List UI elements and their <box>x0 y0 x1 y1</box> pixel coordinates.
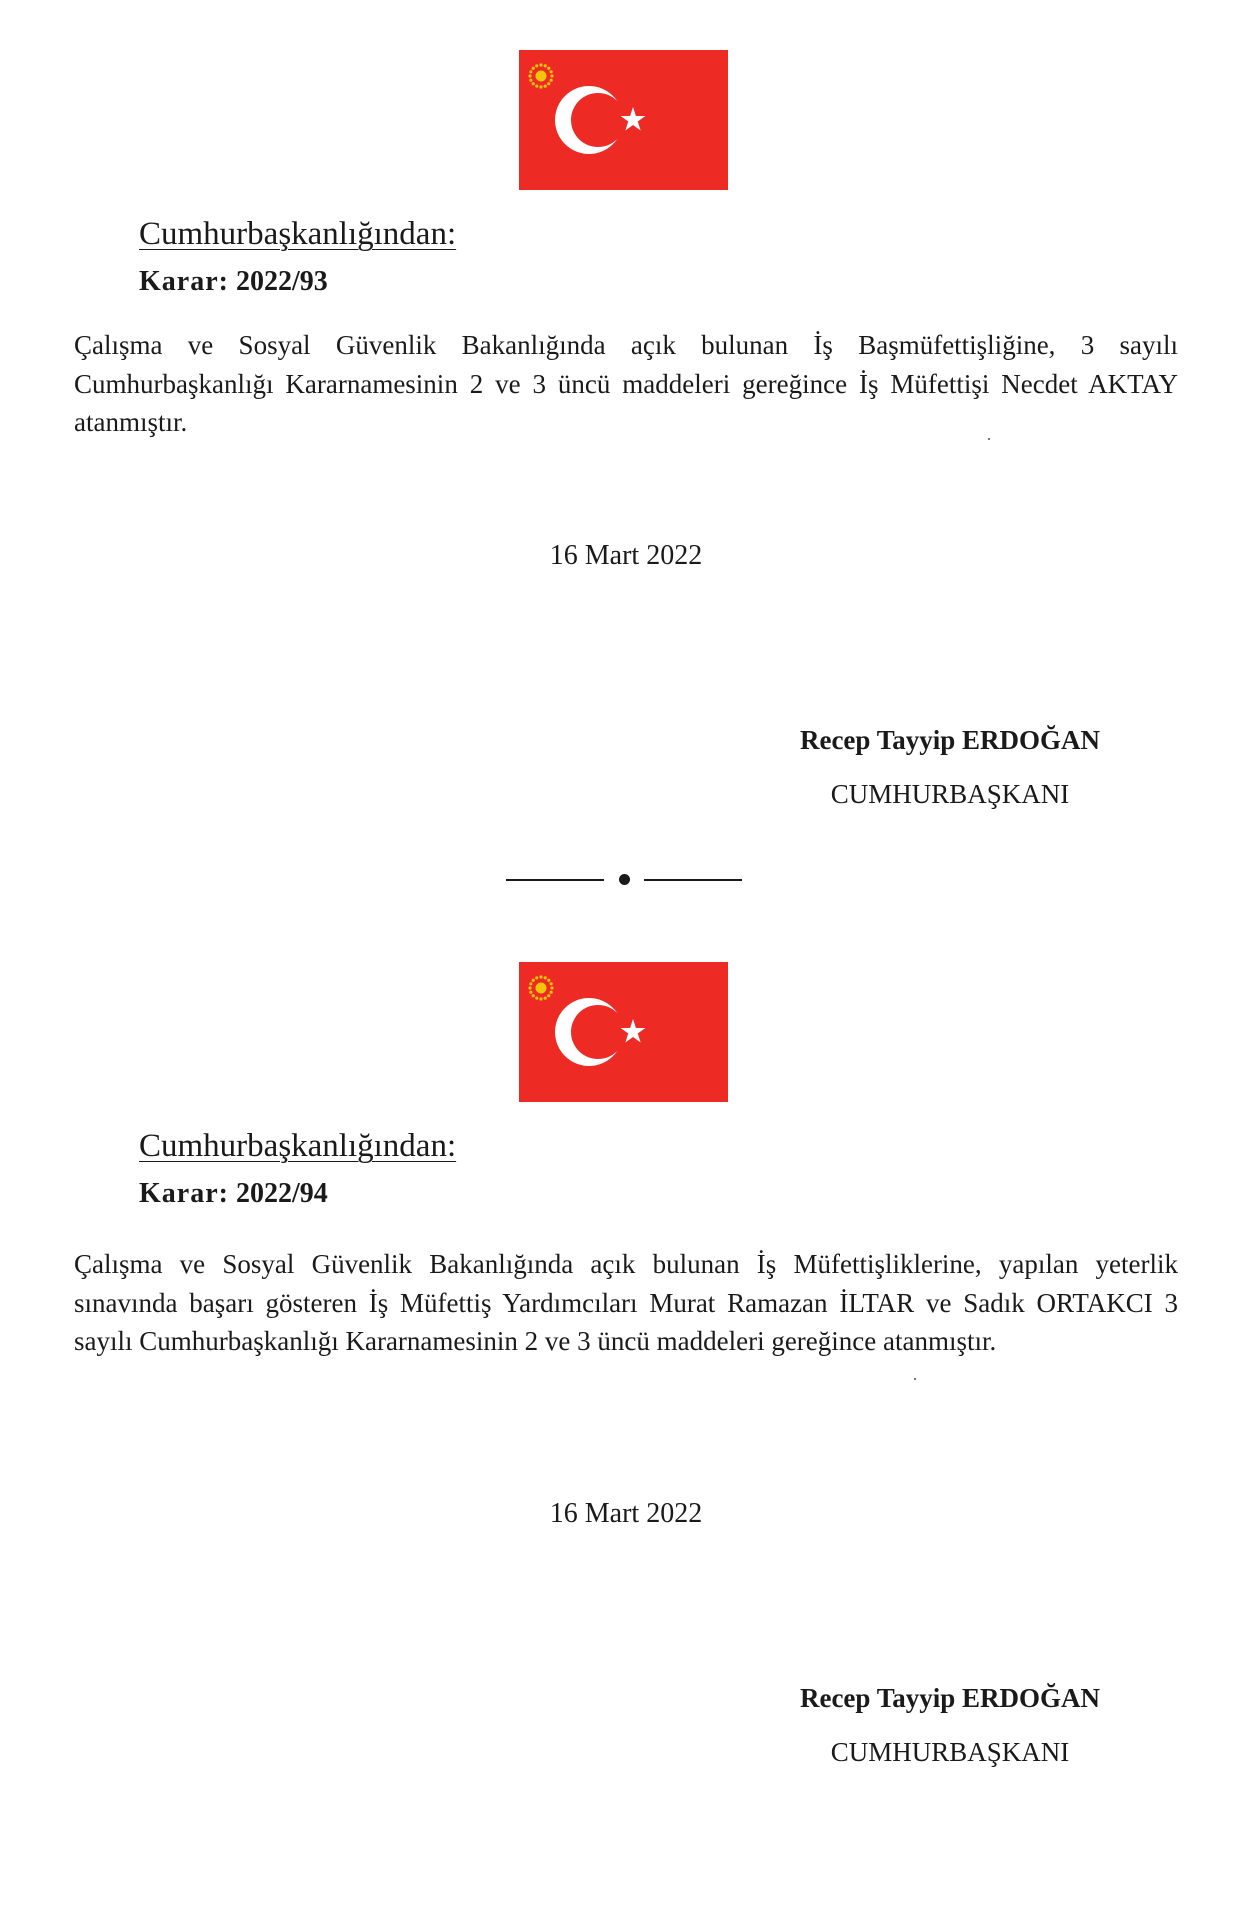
presidential-flag <box>519 50 728 190</box>
decision-number-value: 2022/94 <box>235 1178 328 1209</box>
flag-emblem-icon <box>519 50 728 190</box>
signer-title: CUMHURBAŞKANI <box>830 1737 1070 1767</box>
signer-name: Recep Tayyip ERDOĞAN <box>799 725 1101 755</box>
section-divider <box>506 872 744 886</box>
flag-emblem-icon <box>519 962 728 1102</box>
decision-label: Karar: <box>139 1178 229 1209</box>
decision-body: Çalışma ve Sosyal Güvenlik Bakanlığında açık bulunan İş Başmüfettişliğine, 3 sayılı Cumhurbaşkanlığı Kararnamesinin 2 ve 3 üncü maddeleri gereğince İş Müfettişi Necdet AKTAY atanmıştır. <box>74 330 1178 437</box>
divider-bullet <box>619 874 630 885</box>
decision-number <box>139 1178 328 1210</box>
scan-speck <box>988 438 990 440</box>
issuer-heading: Cumhurbaşkanlığından: <box>139 216 457 252</box>
decision-date: 16 Mart 2022 <box>549 1498 703 1529</box>
presidential-flag <box>519 962 728 1102</box>
decision-label: Karar: <box>139 266 229 297</box>
signature-block <box>740 724 1160 810</box>
scan-speck <box>914 1378 916 1380</box>
issuer-heading: Cumhurbaşkanlığından: <box>139 1128 457 1164</box>
signer-title: CUMHURBAŞKANI <box>830 779 1070 809</box>
decision-body: Çalışma ve Sosyal Güvenlik Bakanlığında açık bulunan İş Müfettişliklerine, yapılan yeterlik sınavında başarı gösteren İş Müfettiş Yardımcıları Murat Ramazan İLTAR ve Sadık ORTAKCI 3 sayılı Cumhurbaşkanlığı Kararnamesinin 2 ve 3 üncü maddeleri gereğince atanmıştır. <box>74 1249 1178 1356</box>
decision-number-value: 2022/93 <box>235 266 328 297</box>
decision-date: 16 Mart 2022 <box>549 540 703 571</box>
divider-line-right <box>644 879 742 881</box>
decision-number <box>139 266 328 298</box>
signer-name: Recep Tayyip ERDOĞAN <box>799 1683 1101 1713</box>
signature-block <box>740 1682 1160 1768</box>
divider-line-left <box>506 879 604 881</box>
